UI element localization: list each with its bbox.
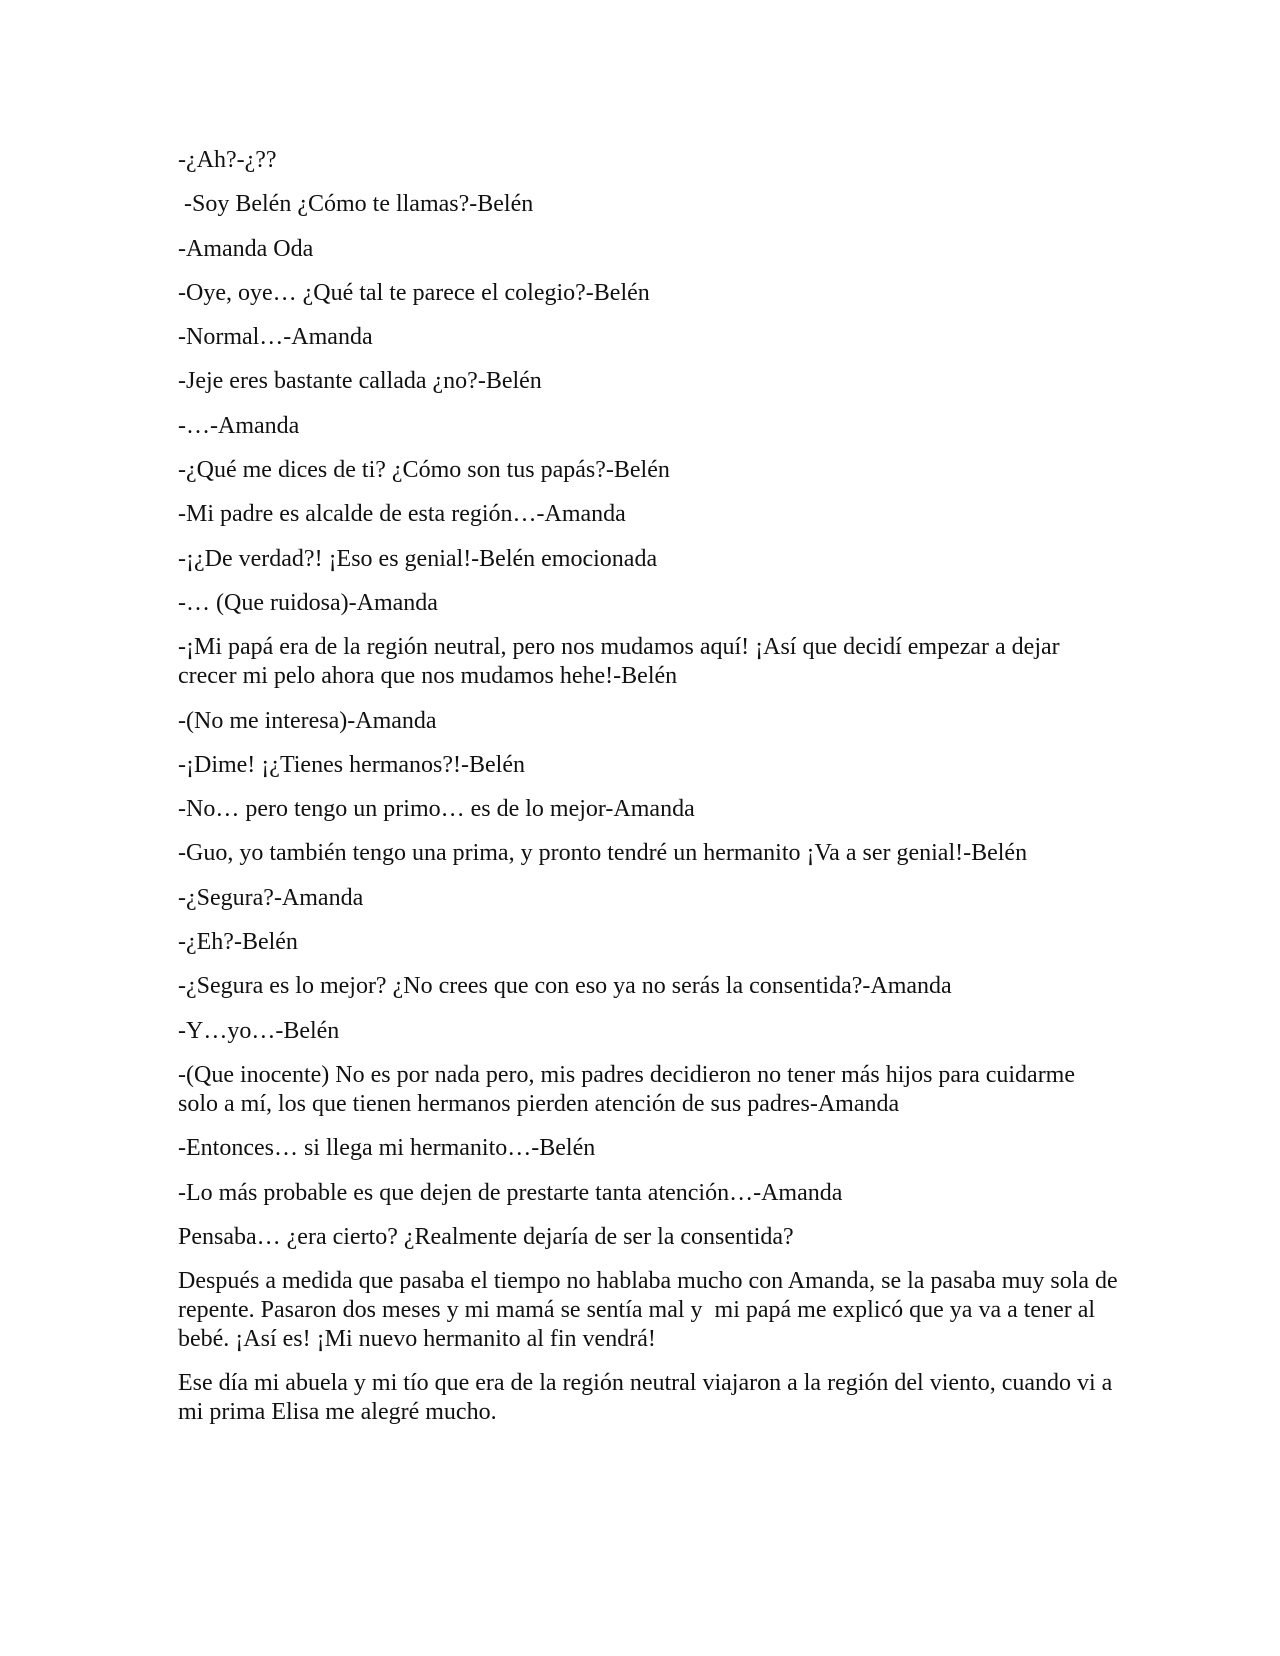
paragraph-2: -Soy Belén ¿Cómo te llamas?-Belén [178, 191, 534, 218]
paragraph-20: -Y…yo…-Belén [178, 1017, 340, 1044]
paragraph-6: -Jeje eres bastante callada ¿no?-Belén [178, 368, 542, 395]
paragraph-23: -Lo más probable es que dejen de prestarte tanta atención…-Amanda [178, 1179, 843, 1206]
paragraph-25: Después a medida que pasaba el tiempo no hablaba mucho con Amanda, se la pasaba muy sola de repente. Pasaron dos meses y mi mamá se sentía mal y mi papá me explicó que ya va a tener al bebé. ¡Así es! ¡Mi nuevo hermanito al fin vendrá! [178, 1268, 1124, 1353]
paragraph-19: -¿Segura es lo mejor? ¿No crees que con eso ya no serás la consentida?-Amanda [178, 973, 952, 1000]
paragraph-13: -(No me interesa)-Amanda [178, 707, 437, 734]
paragraph-16: -Guo, yo también tengo una prima, y pronto tendré un hermanito ¡Va a ser genial!-Belén [178, 840, 1028, 867]
paragraph-10: -¡¿De verdad?! ¡Eso es genial!-Belén emocionada [178, 545, 658, 572]
document-body [178, 146, 1124, 1443]
paragraph-4: -Oye, oye… ¿Qué tal te parece el colegio?-Belén [178, 279, 650, 306]
paragraph-12: -¡Mi papá era de la región neutral, pero nos mudamos aquí! ¡Así que decidí empezar a dejar crecer mi pelo ahora que nos mudamos hehe!-Belén [178, 634, 1066, 690]
paragraph-24: Pensaba… ¿era cierto? ¿Realmente dejaría de ser la consentida? [178, 1223, 794, 1250]
paragraph-8: -¿Qué me dices de ti? ¿Cómo son tus papás?-Belén [178, 457, 670, 484]
paragraph-11: -… (Que ruidosa)-Amanda [178, 589, 438, 616]
paragraph-17: -¿Segura?-Amanda [178, 884, 364, 911]
paragraph-9: -Mi padre es alcalde de esta región…-Amanda [178, 501, 626, 528]
paragraph-3: -Amanda Oda [178, 235, 314, 262]
paragraph-22: -Entonces… si llega mi hermanito…-Belén [178, 1135, 596, 1162]
paragraph-21: -(Que inocente) No es por nada pero, mis padres decidieron no tener más hijos para cuidarme solo a mí, los que tienen hermanos pierden atención de sus padres-Amanda [178, 1061, 1081, 1117]
paragraph-18: -¿Eh?-Belén [178, 929, 298, 956]
paragraph-15: -No… pero tengo un primo… es de lo mejor-Amanda [178, 796, 695, 823]
paragraph-7: -…-Amanda [178, 412, 300, 439]
paragraph-14: -¡Dime! ¡¿Tienes hermanos?!-Belén [178, 751, 525, 778]
paragraph-26: Ese día mi abuela y mi tío que era de la región neutral viajaron a la región del viento, cuando vi a mi prima Elisa me alegré mucho. [178, 1370, 1119, 1426]
paragraph-1: -¿Ah?-¿?? [178, 147, 277, 173]
paragraph-5: -Normal…-Amanda [178, 324, 373, 351]
